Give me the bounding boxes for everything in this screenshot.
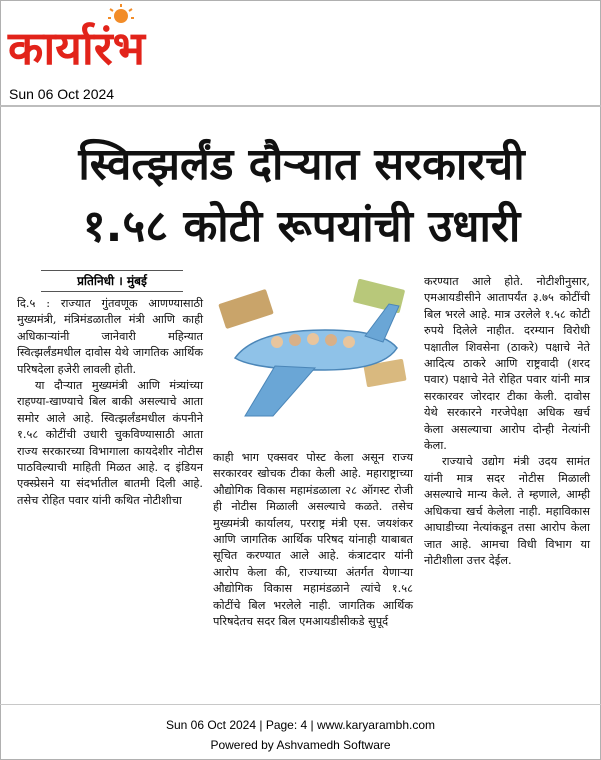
footer-info: Sun 06 Oct 2024 | Page: 4 | www.karyarambh.com [165,718,436,732]
paragraph: करण्यात आले होते. नोटीशीनुसार, एमआयडीसीने आतापर्यंत ३.७५ कोटींची बिल भरले आहे. मात्र उरलेले १.५८ कोटी रुपये दिलेले नाहीत. दरम्यान विरोधी पक्षातील शिवसेना (ठाकरे) पक्षाचे नेते आदित्य ठाकरे आणि राष्ट्रवादी (शरद पवार) पक्षाचे नेते रोहित पवार यांनी मात्र सरकारवर जोरदार टीका केली. दावोस येथे सरकारने गरजेपेक्षा अधिक खर्च केला असल्याचा आरोप दोन्ही नेत्यांनी केला. [424,275,590,453]
footer-powered-by: Powered by Ashvamedh Software [210,738,391,752]
airplane-money-illustration [215,266,411,446]
headline-line-2: १.५८ कोटी रूपयांची उधारी [82,201,521,252]
headline [9,134,594,258]
news-clipping[interactable] [9,114,594,696]
footer-divider [0,704,601,705]
paragraph: राज्याचे उद्योग मंत्री उदय सामंत यांनी मात्र सदर नोटीस मिळाली असल्याचे मान्य केले. ते म्हणाले, आम्ही अधिकचा खर्च केलेला नाही. महाविकास आघाडीच्या नेत्यांकडून तसा आरोप केला जात आहे. आमचा विधी विभाग या नोटीशीला उत्तर देईल. [424,455,590,567]
airplane-icon [235,304,399,416]
paragraph: काही भाग एक्सवर पोस्ट केला असून राज्य सरकारवर खोचक टीका केली आहे. महाराष्ट्राच्या औद्योगिक विकास महामंडळाला २८ ऑगस्ट रोजी ही नोटीस मिळाली असल्याचे कळते. तसेच मुख्यमंत्री कार्यालय, परराष्ट्र मंत्री एस. जयशंकर आणि जागतिक आर्थिक परिषद यांनाही याबाबत सूचित करण्यात आले आहे. कंत्राटदार यांनी आरोप केला की, राज्याच्या अंतर्गत येणाऱ्या औद्योगिक विकास महामंडळाने त्यांचे १.५८ कोटींचे बिल भरलेले नाही. जागतिक आर्थिक परिषदेतच सदर बिल एमआयडीसीकडे सुपूर्द [213,451,413,629]
article-column-1 [17,296,203,509]
header-divider [0,105,601,107]
article-column-3 [424,274,590,569]
headline-line-1: स्वित्झर्लंड दौऱ्यात सरकारची [78,139,525,190]
masthead-logo[interactable] [6,4,206,70]
article-column-2 [213,450,413,630]
byline: प्रतिनिधी । मुंबई [41,270,183,292]
paragraph: दि.५ : राज्यात गुंतवणूक आणण्यासाठी मुख्यमंत्री, मंत्रिमंडळातील मंत्री आणि काही अधिकाऱ्यांनी जानेवारी महिन्यात स्वित्झर्लंडमधील दावोस येथे जागतिक आर्थिक परिषदेला हजेरी लावली होती. [17,297,203,376]
edition-date: Sun 06 Oct 2024 [9,86,115,102]
logo-text: कार्यारंभ [8,21,145,70]
paragraph: या दौऱ्यात मुख्यमंत्री आणि मंत्र्यांच्या राहण्या-खाण्याचे बिल बाकी असल्याचे आता समोर आले आहे. स्वित्झर्लंडमधील कंपनीने १.५८ कोटींची उधारी चुकविण्यासाठी आता राज्य सरकारच्या विभागाला कायदेशीर नोटीस पाठविल्याची माहिती मिळत आहे. द इंडियन एक्स्प्रेसने या संदर्भातील बातमी दिली आहे. तसेच रोहित पवार यांनी कथित नोटीशीचा [17,379,203,507]
